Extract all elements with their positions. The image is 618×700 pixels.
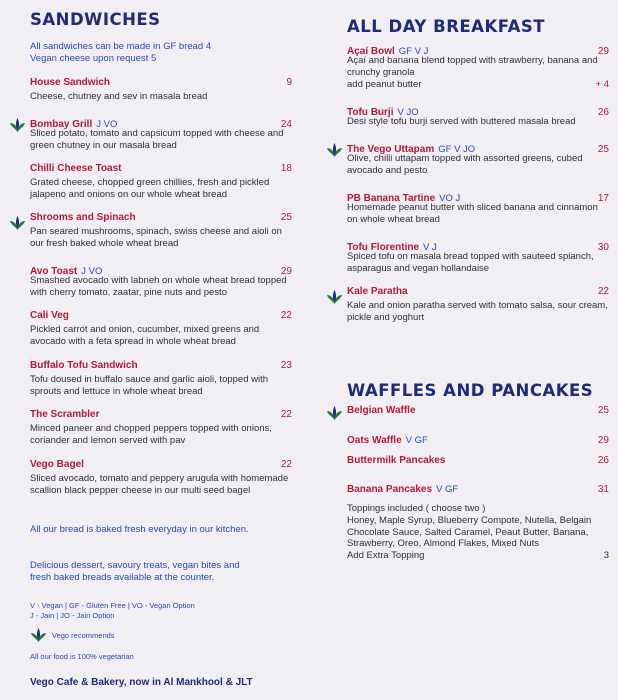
item-desc: Kale and onion paratha served with tomato salsa, sour cream, pickle and yoghurt: [347, 300, 608, 323]
item-price: 29: [280, 266, 292, 277]
extra-topping-price: 3: [603, 550, 609, 562]
legend-recommend-label: Vego recommends: [52, 631, 115, 640]
item-desc: Cheese, chutney and sev in masala bread: [30, 91, 208, 102]
vego-recommends-icon: [9, 117, 26, 134]
item-desc: Pan seared mushrooms, spinach, swiss cheese and aioli on our fresh baked whole wheat bread: [30, 226, 282, 249]
item-name: House Sandwich: [30, 77, 111, 88]
item-desc: Açaí and banana blend topped with strawberry, banana and crunchy granola: [347, 55, 598, 78]
item-name: Chilli Cheese Toast: [30, 163, 122, 174]
item-price: 22: [280, 459, 292, 470]
item-desc: Desi style tofu burji served with buttered masala bread: [347, 116, 576, 127]
menu-item: [30, 77, 292, 103]
menu-item: [347, 237, 609, 275]
item-tags: V GF: [436, 484, 459, 495]
item-price: 29: [597, 435, 609, 446]
item-desc: Spiced tofu on masala bread topped with sauteed spianch, asparagus and vegan hollandaise: [347, 251, 594, 274]
item-name: Vego Bagel: [30, 459, 84, 470]
item-name: PB Banana Tartine: [347, 193, 436, 204]
item-desc: Sliced avocado, tomato and peppery arugula with homemade scallion black pepper cheese in our multi seed bagel: [30, 473, 289, 496]
section-title-breakfast: ALL DAY BREAKFAST: [347, 17, 546, 36]
legend-vegetarian: All our food is 100% vegetarian: [30, 652, 134, 661]
item-name: Buffalo Tofu Sandwich: [30, 360, 138, 371]
menu-item: [347, 430, 609, 444]
menu-item: [30, 212, 292, 250]
legend-dietary: V - Vegan | GF - Gluten Free | VO - Vegan Option: [30, 601, 195, 610]
item-price: 24: [280, 119, 292, 130]
item-addon: [347, 79, 609, 91]
vego-recommends-icon: [326, 142, 343, 159]
item-name: The Vego Uttapam: [347, 144, 435, 155]
item-price: 18: [280, 163, 292, 174]
vego-recommends-icon: [30, 627, 47, 644]
menu-item: [30, 114, 292, 152]
note-gf-bread: All sandwiches can be made in GF bread 4: [30, 41, 212, 52]
bread-note: All our bread is baked fresh everyday in our kitchen.: [30, 524, 249, 535]
item-name: Tofu Florentine: [347, 242, 420, 253]
menu-item: [347, 41, 609, 90]
item-name: Tofu Burji: [347, 107, 394, 118]
dessert-note: Delicious dessert, savoury treats, vegan bites and fresh baked breads available at the counter.: [30, 560, 240, 583]
item-desc: Olive, chilli uttapam topped with assorted greens, cubed avocado and pesto: [347, 153, 583, 176]
legend-jain: J - Jain | JO - Jain Option: [30, 611, 115, 620]
vego-recommends-icon: [326, 289, 343, 306]
item-name: Açaí Bowl: [347, 46, 395, 57]
sandwich-notes: [30, 41, 292, 65]
vego-recommends-icon: [326, 405, 343, 422]
item-price: 22: [280, 409, 292, 420]
menu-item: [30, 261, 292, 299]
item-tags: J VO: [81, 266, 103, 277]
item-price: 29: [597, 46, 609, 57]
menu-item: [347, 188, 609, 226]
item-tags: GF V JO: [438, 144, 476, 155]
note-vegan-cheese: Vegan cheese upon request 5: [30, 53, 157, 64]
item-desc: Smashed avocado with labneh on whole wheat bread topped with cherry tomato, zaatar, pine nuts and pesto: [30, 275, 287, 298]
addon-label: add peanut butter: [347, 78, 422, 90]
item-desc: Pickled carrot and onion, cucumber, mixed greens and avocado with a feta spread in whole wheat bread: [30, 324, 260, 347]
item-name: Avo Toast: [30, 266, 78, 277]
item-desc: Minced paneer and chopped peppers topped with onions, coriander and lemon served with pav: [30, 423, 272, 446]
menu-item: [347, 102, 609, 128]
menu-item: [347, 286, 609, 324]
item-name: The Scrambler: [30, 409, 100, 420]
item-price: 9: [286, 77, 292, 88]
menu-item: [30, 163, 292, 201]
item-tags: VO J: [439, 193, 461, 204]
extra-topping-row: [347, 550, 609, 562]
item-tags: GF V J: [398, 46, 429, 57]
menu-item: [30, 459, 292, 497]
item-price: 26: [597, 455, 609, 466]
item-name: Banana Pancakes: [347, 484, 433, 495]
menu-item: [30, 360, 292, 398]
item-name: Buttermilk Pancakes: [347, 455, 446, 466]
item-price: 23: [280, 360, 292, 371]
item-price: 25: [597, 144, 609, 155]
menu-item: [30, 310, 292, 348]
menu-item: [30, 409, 292, 447]
toppings-block: [347, 503, 609, 562]
legend-recommend-row: [30, 627, 115, 644]
item-price: 22: [280, 310, 292, 321]
menu-item: [347, 455, 609, 469]
footer-locations: Vego Cafe & Bakery, now in Al Mankhool & JLT: [30, 677, 253, 688]
toppings-title: Toppings included ( choose two ): [347, 503, 486, 514]
item-name: Bombay Grill: [30, 119, 93, 130]
legend: [30, 601, 292, 621]
extra-topping-label: Add Extra Topping: [347, 550, 425, 562]
item-desc: Homemade peanut butter with sliced banana and cinnamon on whole wheat bread: [347, 202, 598, 225]
item-tags: V J: [423, 242, 437, 253]
toppings-list: Honey, Maple Syrup, Blueberry Compote, Nutella, Belgain Chocolate Sauce, Salted Caramel, Peaut Butter, Banana, Strawberry, Oreo, Almond Flakes, Mixed Nuts: [347, 514, 592, 550]
item-tags: J VO: [96, 119, 118, 130]
section-title-sandwiches: SANDWICHES: [30, 10, 161, 29]
item-name: Oats Waffle: [347, 435, 402, 446]
item-price: 25: [280, 212, 292, 223]
item-price: 26: [597, 107, 609, 118]
item-tags: V JO: [397, 107, 419, 118]
item-desc: Sliced potato, tomato and capsicum topped with cheese and green chutney in our masala bread: [30, 128, 284, 151]
menu-item: [347, 139, 609, 177]
item-price: 17: [597, 193, 609, 204]
item-desc: Tofu doused in buffalo sauce and garlic aioli, topped with sprouts and lettuce in whole wheat bread: [30, 374, 269, 397]
menu-item: [347, 479, 609, 493]
item-name: Kale Paratha: [347, 286, 408, 297]
menu-item: [347, 405, 609, 419]
item-name: Shrooms and Spinach: [30, 212, 136, 223]
item-price: 25: [597, 405, 609, 416]
item-name: Cali Veg: [30, 310, 69, 321]
addon-price: + 4: [595, 78, 609, 90]
item-price: 30: [597, 242, 609, 253]
item-price: 22: [597, 286, 609, 297]
item-desc: Grated cheese, chopped green chillies, fresh and pickled jalapeno and onions on our whole wheat bread: [30, 177, 270, 200]
vego-recommends-icon: [9, 215, 26, 232]
item-price: 31: [597, 484, 609, 495]
item-name: Belgian Waffle: [347, 405, 416, 416]
section-title-waffles: WAFFLES AND PANCAKES: [347, 381, 594, 400]
item-tags: V GF: [405, 435, 428, 446]
